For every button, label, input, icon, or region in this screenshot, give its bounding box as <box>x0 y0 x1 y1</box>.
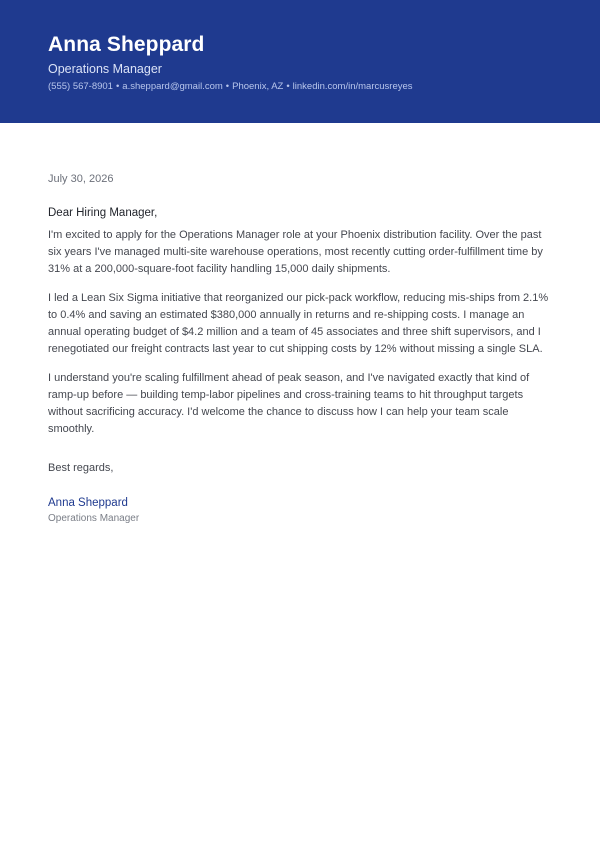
body-paragraph: I led a Lean Six Sigma initiative that reorganized our pick-pack workflow, reducing mis-ships from 2.1% to 0.4% and saving an estimated $380,000 annually in returns and re-shipping costs. I manage an annual operating budget of $4.2 million and a team of 45 associates and three shift supervisors, and I renegotiated our freight contracts last year to cut shipping costs by 12% without missing a single SLA. <box>48 292 549 355</box>
contact-email: a.sheppard@gmail.com <box>122 81 223 92</box>
applicant-name: Anna Sheppard <box>48 33 205 56</box>
signature-name: Anna Sheppard <box>48 497 128 509</box>
contact-location: Phoenix, AZ <box>232 81 284 92</box>
contact-separator: • <box>286 81 290 92</box>
contact-separator: • <box>225 81 230 92</box>
letter-date: July 30, 2026 <box>48 173 114 185</box>
contact-linkedin: linkedin.com/in/marcusreyes <box>292 81 413 92</box>
body-paragraph: I understand you're scaling fulfillment ahead of peak season, and I've navigated exactly that kind of ramp-up before — building temp-labor pipelines and cross-training teams to hit throughput targets without sacrificing accuracy. I'd welcome the chance to discuss how I can help your team scale smoothly. <box>48 372 530 435</box>
contact-phone: (555) 567-8901 <box>48 81 113 92</box>
contact-separator: • <box>115 81 120 92</box>
applicant-role: Operations Manager <box>48 62 162 76</box>
salutation: Dear Hiring Manager, <box>48 207 158 219</box>
letter-header <box>0 0 600 123</box>
letter-body <box>48 172 554 526</box>
body-paragraph: I'm excited to apply for the Operations Manager role at your Phoenix distribution facility. Over the past six years I've managed multi-site warehouse operations, most recently cutting order-fulfillment time by 31% at a 200,000-square-foot facility handling 15,000 daily shipments. <box>48 229 543 275</box>
closing: Best regards, <box>48 462 114 474</box>
signature-title: Operations Manager <box>48 513 140 524</box>
contact-line <box>48 80 552 93</box>
